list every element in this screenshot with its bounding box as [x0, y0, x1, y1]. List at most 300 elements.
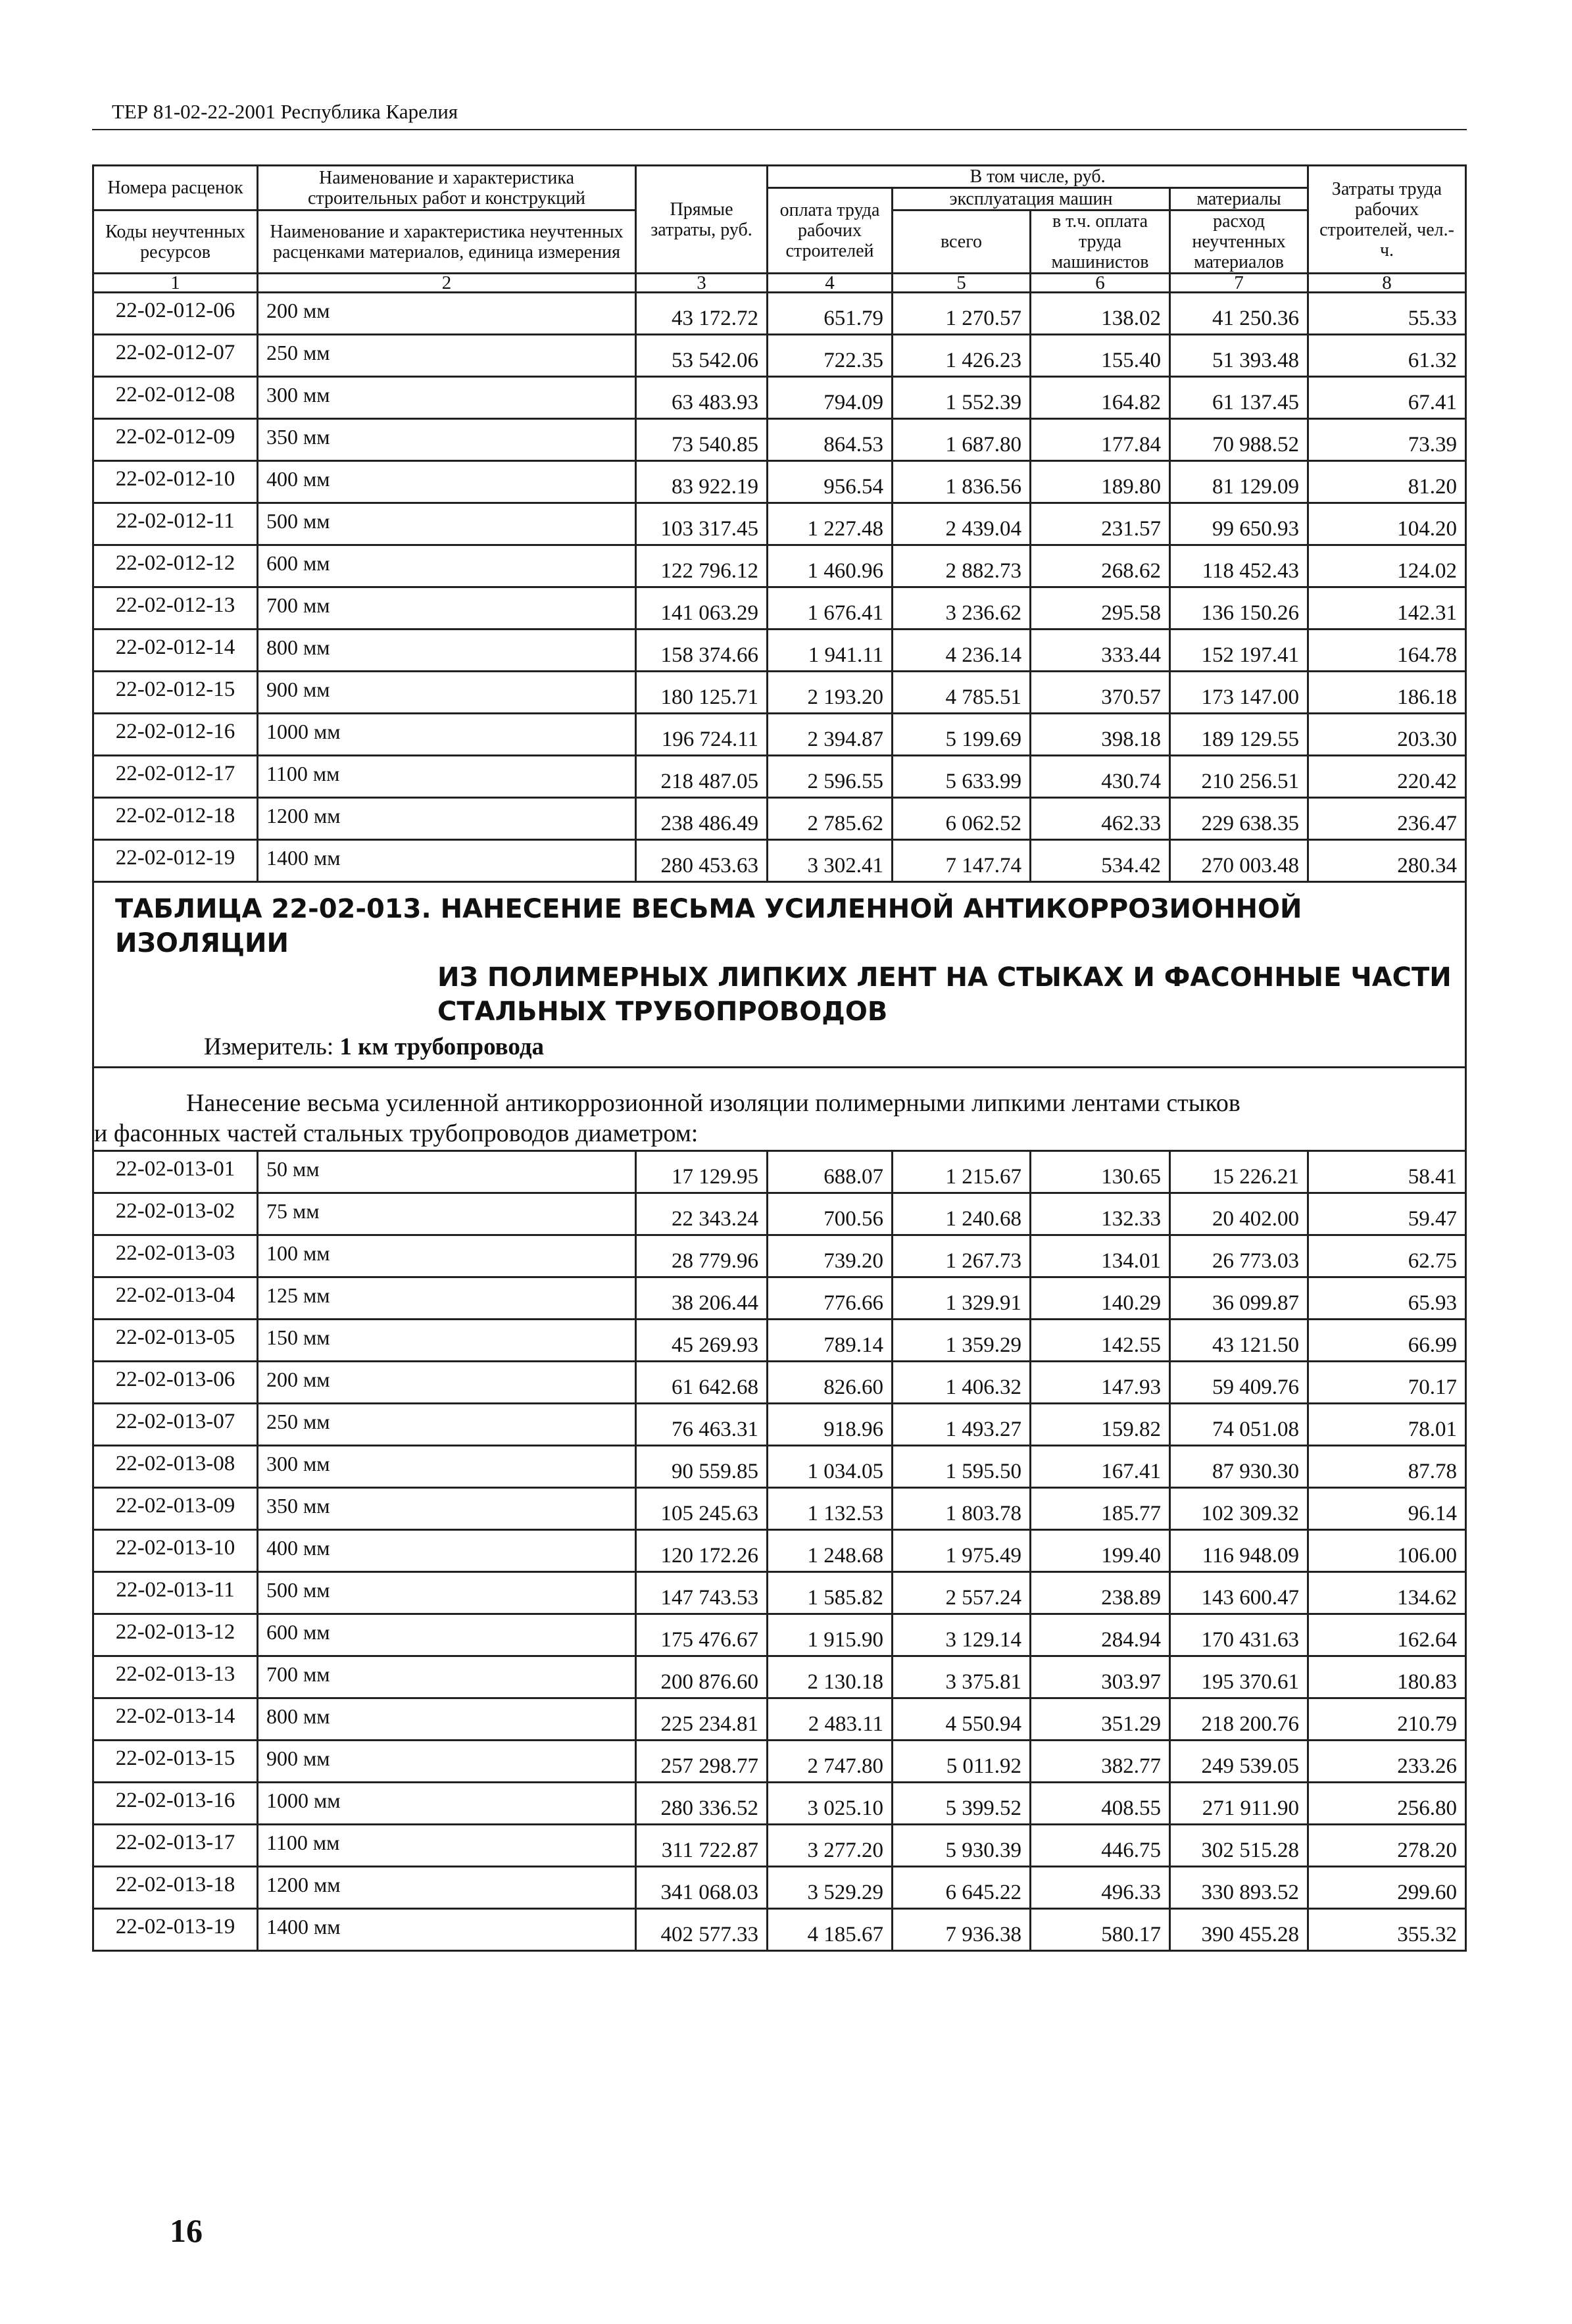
- table-title-line-3: СТАЛЬНЫХ ТРУБОПРОВОДОВ: [437, 997, 888, 1027]
- materials-cell: 20 402.00: [1170, 1193, 1308, 1235]
- rate-code-cell: 22-02-012-09: [93, 419, 258, 461]
- labor-costs-cell: 162.64: [1308, 1614, 1466, 1656]
- machinist-wages-cell: 132.33: [1031, 1193, 1170, 1235]
- labor-costs-cell: 61.32: [1308, 335, 1466, 377]
- worker-wages-cell: 2 394.87: [768, 714, 893, 756]
- col-direct-costs-header: Прямые затраты, руб.: [636, 166, 768, 274]
- rate-code-cell: 22-02-013-13: [93, 1656, 258, 1698]
- machine-total-cell: 1 359.29: [893, 1320, 1031, 1362]
- machinist-wages-cell: 138.02: [1031, 293, 1170, 335]
- work-name-cell: 125 мм: [258, 1277, 636, 1320]
- rate-code-cell: 22-02-012-12: [93, 545, 258, 587]
- labor-costs-cell: 73.39: [1308, 419, 1466, 461]
- direct-costs-cell: 402 577.33: [636, 1909, 768, 1951]
- machine-total-cell: 1 975.49: [893, 1530, 1031, 1572]
- machinist-wages-cell: 164.82: [1031, 377, 1170, 419]
- machinist-wages-cell: 159.82: [1031, 1404, 1170, 1446]
- rate-code-cell: 22-02-012-11: [93, 503, 258, 545]
- direct-costs-cell: 90 559.85: [636, 1446, 768, 1488]
- rate-code-cell: 22-02-012-07: [93, 335, 258, 377]
- worker-wages-cell: 2 596.55: [768, 756, 893, 798]
- rate-code-cell: 22-02-013-01: [93, 1151, 258, 1193]
- materials-cell: 59 409.76: [1170, 1362, 1308, 1404]
- machinist-wages-cell: 295.58: [1031, 587, 1170, 630]
- rate-code-cell: 22-02-013-11: [93, 1572, 258, 1614]
- table-row: [93, 1783, 1466, 1825]
- table-012-body: [93, 293, 1466, 882]
- section-heading-line-1: Нанесение весьма усиленной антикоррозионной изоляции полимерными липкими лентами стыков: [186, 1089, 1240, 1117]
- worker-wages-cell: 2 193.20: [768, 672, 893, 714]
- worker-wages-cell: 2 130.18: [768, 1656, 893, 1698]
- table-row: [93, 1446, 1466, 1488]
- machinist-wages-cell: 303.97: [1031, 1656, 1170, 1698]
- header-rule: [92, 129, 1467, 130]
- labor-costs-cell: 256.80: [1308, 1783, 1466, 1825]
- machine-total-cell: 5 399.52: [893, 1783, 1031, 1825]
- machinist-wages-cell: 134.01: [1031, 1235, 1170, 1277]
- materials-cell: 195 370.61: [1170, 1656, 1308, 1698]
- machine-total-cell: 7 147.74: [893, 840, 1031, 882]
- table-row: [93, 1572, 1466, 1614]
- labor-costs-cell: 87.78: [1308, 1446, 1466, 1488]
- direct-costs-cell: 103 317.45: [636, 503, 768, 545]
- table-row: [93, 714, 1466, 756]
- direct-costs-cell: 105 245.63: [636, 1488, 768, 1530]
- table-row: [93, 1530, 1466, 1572]
- materials-cell: 302 515.28: [1170, 1825, 1308, 1867]
- worker-wages-cell: 956.54: [768, 461, 893, 503]
- worker-wages-cell: 1 132.53: [768, 1488, 893, 1530]
- table-row: [93, 1193, 1466, 1235]
- direct-costs-cell: 83 922.19: [636, 461, 768, 503]
- direct-costs-cell: 38 206.44: [636, 1277, 768, 1320]
- work-name-cell: 350 мм: [258, 419, 636, 461]
- materials-cell: 152 197.41: [1170, 630, 1308, 672]
- labor-costs-cell: 59.47: [1308, 1193, 1466, 1235]
- machine-total-cell: 4 785.51: [893, 672, 1031, 714]
- machinist-wages-cell: 231.57: [1031, 503, 1170, 545]
- machinist-wages-cell: 284.94: [1031, 1614, 1170, 1656]
- machinist-wages-cell: 199.40: [1031, 1530, 1170, 1572]
- rate-code-cell: 22-02-013-19: [93, 1909, 258, 1951]
- table-row: [93, 1235, 1466, 1277]
- measure-unit-value: 1 км трубопровода: [339, 1033, 545, 1060]
- materials-cell: 26 773.03: [1170, 1235, 1308, 1277]
- labor-costs-cell: 280.34: [1308, 840, 1466, 882]
- work-name-cell: 300 мм: [258, 377, 636, 419]
- machine-total-cell: 6 062.52: [893, 798, 1031, 840]
- table-row: [93, 1320, 1466, 1362]
- col-number-3: 3: [636, 274, 768, 293]
- worker-wages-cell: 651.79: [768, 293, 893, 335]
- direct-costs-cell: 280 336.52: [636, 1783, 768, 1825]
- machine-total-cell: 7 936.38: [893, 1909, 1031, 1951]
- materials-cell: 116 948.09: [1170, 1530, 1308, 1572]
- labor-costs-cell: 70.17: [1308, 1362, 1466, 1404]
- col-work-name-header: Наименование и характеристика строительных работ и конструкций: [258, 166, 636, 210]
- work-name-cell: 600 мм: [258, 545, 636, 587]
- machinist-wages-cell: 142.55: [1031, 1320, 1170, 1362]
- worker-wages-cell: 1 585.82: [768, 1572, 893, 1614]
- direct-costs-cell: 238 486.49: [636, 798, 768, 840]
- table-row: [93, 293, 1466, 335]
- work-name-cell: 900 мм: [258, 672, 636, 714]
- rate-code-cell: 22-02-013-08: [93, 1446, 258, 1488]
- labor-costs-cell: 67.41: [1308, 377, 1466, 419]
- materials-cell: 189 129.55: [1170, 714, 1308, 756]
- machine-total-cell: 2 439.04: [893, 503, 1031, 545]
- work-name-cell: 500 мм: [258, 1572, 636, 1614]
- rate-code-cell: 22-02-013-12: [93, 1614, 258, 1656]
- labor-costs-cell: 106.00: [1308, 1530, 1466, 1572]
- materials-cell: 81 129.09: [1170, 461, 1308, 503]
- direct-costs-cell: 120 172.26: [636, 1530, 768, 1572]
- direct-costs-cell: 122 796.12: [636, 545, 768, 587]
- section-heading: [93, 1068, 1466, 1151]
- machine-total-cell: 1 426.23: [893, 335, 1031, 377]
- rate-code-cell: 22-02-013-09: [93, 1488, 258, 1530]
- table-row: [93, 756, 1466, 798]
- table-row: [93, 1656, 1466, 1698]
- direct-costs-cell: 218 487.05: [636, 756, 768, 798]
- work-name-cell: 1200 мм: [258, 798, 636, 840]
- labor-costs-cell: 78.01: [1308, 1404, 1466, 1446]
- table-title-line-2: ИЗ ПОЛИМЕРНЫХ ЛИПКИХ ЛЕНТ НА СТЫКАХ И ФАСОННЫЕ ЧАСТИ: [437, 962, 1452, 993]
- worker-wages-cell: 688.07: [768, 1151, 893, 1193]
- labor-costs-cell: 58.41: [1308, 1151, 1466, 1193]
- col-labor-costs-header: Затраты труда рабочих строителей, чел.-ч.: [1308, 166, 1466, 274]
- rate-code-cell: 22-02-013-06: [93, 1362, 258, 1404]
- rate-code-cell: 22-02-013-02: [93, 1193, 258, 1235]
- labor-costs-cell: 220.42: [1308, 756, 1466, 798]
- direct-costs-cell: 311 722.87: [636, 1825, 768, 1867]
- machine-total-cell: 1 267.73: [893, 1235, 1031, 1277]
- direct-costs-cell: 341 068.03: [636, 1867, 768, 1909]
- machine-total-cell: 1 687.80: [893, 419, 1031, 461]
- col-number-4: 4: [768, 274, 893, 293]
- rate-code-cell: 22-02-012-19: [93, 840, 258, 882]
- labor-costs-cell: 104.20: [1308, 503, 1466, 545]
- worker-wages-cell: 2 747.80: [768, 1741, 893, 1783]
- direct-costs-cell: 141 063.29: [636, 587, 768, 630]
- rate-code-cell: 22-02-012-14: [93, 630, 258, 672]
- materials-cell: 102 309.32: [1170, 1488, 1308, 1530]
- labor-costs-cell: 62.75: [1308, 1235, 1466, 1277]
- direct-costs-cell: 180 125.71: [636, 672, 768, 714]
- materials-cell: 143 600.47: [1170, 1572, 1308, 1614]
- rate-code-cell: 22-02-012-13: [93, 587, 258, 630]
- materials-cell: 70 988.52: [1170, 419, 1308, 461]
- work-name-cell: 800 мм: [258, 630, 636, 672]
- machinist-wages-cell: 147.93: [1031, 1362, 1170, 1404]
- direct-costs-cell: 76 463.31: [636, 1404, 768, 1446]
- machine-total-cell: 3 129.14: [893, 1614, 1031, 1656]
- machinist-wages-cell: 370.57: [1031, 672, 1170, 714]
- col-number-8: 8: [1308, 274, 1466, 293]
- worker-wages-cell: 1 676.41: [768, 587, 893, 630]
- machinist-wages-cell: 189.80: [1031, 461, 1170, 503]
- table-row: [93, 1488, 1466, 1530]
- worker-wages-cell: 3 025.10: [768, 1783, 893, 1825]
- worker-wages-cell: 700.56: [768, 1193, 893, 1235]
- materials-cell: 41 250.36: [1170, 293, 1308, 335]
- table-row: [93, 630, 1466, 672]
- machinist-wages-cell: 382.77: [1031, 1741, 1170, 1783]
- work-name-cell: 250 мм: [258, 1404, 636, 1446]
- labor-costs-cell: 134.62: [1308, 1572, 1466, 1614]
- rate-code-cell: 22-02-013-18: [93, 1867, 258, 1909]
- work-name-cell: 200 мм: [258, 293, 636, 335]
- direct-costs-cell: 175 476.67: [636, 1614, 768, 1656]
- col-including-header: В том числе, руб.: [768, 166, 1308, 188]
- machinist-wages-cell: 185.77: [1031, 1488, 1170, 1530]
- work-name-cell: 700 мм: [258, 587, 636, 630]
- direct-costs-cell: 147 743.53: [636, 1572, 768, 1614]
- table-row: [93, 1362, 1466, 1404]
- col-number-1: 1: [93, 274, 258, 293]
- rate-code-cell: 22-02-013-10: [93, 1530, 258, 1572]
- labor-costs-cell: 355.32: [1308, 1909, 1466, 1951]
- materials-cell: 36 099.87: [1170, 1277, 1308, 1320]
- labor-costs-cell: 124.02: [1308, 545, 1466, 587]
- work-name-cell: 700 мм: [258, 1656, 636, 1698]
- work-name-cell: 800 мм: [258, 1698, 636, 1741]
- worker-wages-cell: 2 785.62: [768, 798, 893, 840]
- rate-code-cell: 22-02-012-17: [93, 756, 258, 798]
- labor-costs-cell: 65.93: [1308, 1277, 1466, 1320]
- table-row: [93, 377, 1466, 419]
- table-row: [93, 1614, 1466, 1656]
- machinist-wages-cell: 534.42: [1031, 840, 1170, 882]
- materials-cell: 270 003.48: [1170, 840, 1308, 882]
- table-row: [93, 587, 1466, 630]
- rate-code-cell: 22-02-012-18: [93, 798, 258, 840]
- work-name-cell: 900 мм: [258, 1741, 636, 1783]
- work-name-cell: 400 мм: [258, 1530, 636, 1572]
- rate-code-cell: 22-02-013-14: [93, 1698, 258, 1741]
- rate-code-cell: 22-02-013-15: [93, 1741, 258, 1783]
- work-name-cell: 400 мм: [258, 461, 636, 503]
- work-name-cell: 150 мм: [258, 1320, 636, 1362]
- direct-costs-cell: 200 876.60: [636, 1656, 768, 1698]
- labor-costs-cell: 66.99: [1308, 1320, 1466, 1362]
- machine-total-cell: 1 836.56: [893, 461, 1031, 503]
- machine-total-cell: 4 236.14: [893, 630, 1031, 672]
- labor-costs-cell: 142.31: [1308, 587, 1466, 630]
- rate-code-cell: 22-02-013-03: [93, 1235, 258, 1277]
- worker-wages-cell: 1 941.11: [768, 630, 893, 672]
- col-number-2: 2: [258, 274, 636, 293]
- work-name-cell: 1100 мм: [258, 756, 636, 798]
- labor-costs-cell: 278.20: [1308, 1825, 1466, 1867]
- direct-costs-cell: 45 269.93: [636, 1320, 768, 1362]
- direct-costs-cell: 61 642.68: [636, 1362, 768, 1404]
- machinist-wages-cell: 398.18: [1031, 714, 1170, 756]
- work-name-cell: 75 мм: [258, 1193, 636, 1235]
- work-name-cell: 500 мм: [258, 503, 636, 545]
- labor-costs-cell: 299.60: [1308, 1867, 1466, 1909]
- machine-total-cell: 1 803.78: [893, 1488, 1031, 1530]
- rate-code-cell: 22-02-013-07: [93, 1404, 258, 1446]
- table-013-heading: [93, 882, 1466, 1151]
- machinist-wages-cell: 462.33: [1031, 798, 1170, 840]
- table-013-title-cell: [93, 882, 1466, 1068]
- col-materials-header: материалы: [1170, 188, 1308, 210]
- machinist-wages-cell: 140.29: [1031, 1277, 1170, 1320]
- measure-unit: [102, 1033, 1457, 1061]
- machine-total-cell: 1 215.67: [893, 1151, 1031, 1193]
- col-machine-operation-header: эксплуатация машин: [893, 188, 1170, 210]
- materials-cell: 15 226.21: [1170, 1151, 1308, 1193]
- worker-wages-cell: 2 483.11: [768, 1698, 893, 1741]
- worker-wages-cell: 864.53: [768, 419, 893, 461]
- work-name-cell: 100 мм: [258, 1235, 636, 1277]
- materials-cell: 210 256.51: [1170, 756, 1308, 798]
- machinist-wages-cell: 580.17: [1031, 1909, 1170, 1951]
- labor-costs-cell: 203.30: [1308, 714, 1466, 756]
- work-name-cell: 300 мм: [258, 1446, 636, 1488]
- worker-wages-cell: 826.60: [768, 1362, 893, 1404]
- worker-wages-cell: 3 277.20: [768, 1825, 893, 1867]
- machine-total-cell: 1 329.91: [893, 1277, 1031, 1320]
- direct-costs-cell: 53 542.06: [636, 335, 768, 377]
- direct-costs-cell: 28 779.96: [636, 1235, 768, 1277]
- labor-costs-cell: 180.83: [1308, 1656, 1466, 1698]
- table-row: [93, 840, 1466, 882]
- direct-costs-cell: 43 172.72: [636, 293, 768, 335]
- table-row: [93, 1825, 1466, 1867]
- labor-costs-cell: 164.78: [1308, 630, 1466, 672]
- materials-cell: 51 393.48: [1170, 335, 1308, 377]
- worker-wages-cell: 1 034.05: [768, 1446, 893, 1488]
- work-name-cell: 1000 мм: [258, 1783, 636, 1825]
- col-rate-numbers-header: Номера расценок: [93, 166, 258, 210]
- materials-cell: 61 137.45: [1170, 377, 1308, 419]
- materials-cell: 87 930.30: [1170, 1446, 1308, 1488]
- table-title-line-1: ТАБЛИЦА 22-02-013. НАНЕСЕНИЕ ВЕСЬМА УСИЛЕННОЙ АНТИКОРРОЗИОННОЙ ИЗОЛЯЦИИ: [115, 894, 1302, 958]
- work-name-cell: 1400 мм: [258, 1909, 636, 1951]
- rate-code-cell: 22-02-013-17: [93, 1825, 258, 1867]
- direct-costs-cell: 73 540.85: [636, 419, 768, 461]
- machinist-wages-cell: 167.41: [1031, 1446, 1170, 1488]
- table-row: [93, 1277, 1466, 1320]
- machine-total-cell: 5 633.99: [893, 756, 1031, 798]
- machinist-wages-cell: 268.62: [1031, 545, 1170, 587]
- col-worker-wages-header: оплата труда рабочих строителей: [768, 188, 893, 274]
- labor-costs-cell: 96.14: [1308, 1488, 1466, 1530]
- work-name-cell: 50 мм: [258, 1151, 636, 1193]
- labor-costs-cell: 186.18: [1308, 672, 1466, 714]
- materials-cell: 99 650.93: [1170, 503, 1308, 545]
- table-row: [93, 672, 1466, 714]
- direct-costs-cell: 225 234.81: [636, 1698, 768, 1741]
- labor-costs-cell: 210.79: [1308, 1698, 1466, 1741]
- machine-total-cell: 2 882.73: [893, 545, 1031, 587]
- rate-code-cell: 22-02-013-05: [93, 1320, 258, 1362]
- col-machine-total-header: всего: [893, 210, 1031, 274]
- col-number-7: 7: [1170, 274, 1308, 293]
- direct-costs-cell: 257 298.77: [636, 1741, 768, 1783]
- machine-total-cell: 2 557.24: [893, 1572, 1031, 1614]
- rate-code-cell: 22-02-013-04: [93, 1277, 258, 1320]
- direct-costs-cell: 63 483.93: [636, 377, 768, 419]
- labor-costs-cell: 233.26: [1308, 1741, 1466, 1783]
- machinist-wages-cell: 408.55: [1031, 1783, 1170, 1825]
- col-unaccounted-codes-header: Коды неучтенных ресурсов: [93, 210, 258, 274]
- worker-wages-cell: 776.66: [768, 1277, 893, 1320]
- machine-total-cell: 1 406.32: [893, 1362, 1031, 1404]
- machine-total-cell: 1 552.39: [893, 377, 1031, 419]
- work-name-cell: 250 мм: [258, 335, 636, 377]
- materials-cell: 43 121.50: [1170, 1320, 1308, 1362]
- machinist-wages-cell: 333.44: [1031, 630, 1170, 672]
- table-row: [93, 545, 1466, 587]
- labor-costs-cell: 55.33: [1308, 293, 1466, 335]
- section-heading-line-2: и фасонных частей стальных трубопроводов диаметром:: [94, 1120, 699, 1147]
- table-row: [93, 335, 1466, 377]
- worker-wages-cell: 1 915.90: [768, 1614, 893, 1656]
- measure-unit-label: Измеритель:: [204, 1033, 334, 1060]
- direct-costs-cell: 158 374.66: [636, 630, 768, 672]
- table-row: [93, 1698, 1466, 1741]
- materials-cell: 249 539.05: [1170, 1741, 1308, 1783]
- page-number: 16: [170, 2212, 203, 2249]
- machine-total-cell: 5 930.39: [893, 1825, 1031, 1867]
- machinist-wages-cell: 496.33: [1031, 1867, 1170, 1909]
- materials-cell: 229 638.35: [1170, 798, 1308, 840]
- col-unaccounted-materials-header: Наименование и характеристика неучтенных расценками материалов, единица измерения: [258, 210, 636, 274]
- work-name-cell: 200 мм: [258, 1362, 636, 1404]
- rate-code-cell: 22-02-012-08: [93, 377, 258, 419]
- rate-code-cell: 22-02-013-16: [93, 1783, 258, 1825]
- labor-costs-cell: 81.20: [1308, 461, 1466, 503]
- machinist-wages-cell: 238.89: [1031, 1572, 1170, 1614]
- running-header: ТЕР 81-02-22-2001 Республика Карелия: [112, 100, 458, 123]
- materials-cell: 118 452.43: [1170, 545, 1308, 587]
- worker-wages-cell: 918.96: [768, 1404, 893, 1446]
- direct-costs-cell: 22 343.24: [636, 1193, 768, 1235]
- worker-wages-cell: 722.35: [768, 335, 893, 377]
- table-row: [93, 1867, 1466, 1909]
- rate-code-cell: 22-02-012-10: [93, 461, 258, 503]
- table-row: [93, 1741, 1466, 1783]
- col-material-usage-header: расход неучтенных материалов: [1170, 210, 1308, 274]
- materials-cell: 271 911.90: [1170, 1783, 1308, 1825]
- work-name-cell: 1200 мм: [258, 1867, 636, 1909]
- worker-wages-cell: 1 248.68: [768, 1530, 893, 1572]
- worker-wages-cell: 789.14: [768, 1320, 893, 1362]
- rates-table: [92, 164, 1467, 1952]
- worker-wages-cell: 3 302.41: [768, 840, 893, 882]
- table-013-title: [102, 892, 1457, 1029]
- col-machinist-wages-header: в т.ч. оплата труда машинистов: [1031, 210, 1170, 274]
- machinist-wages-cell: 430.74: [1031, 756, 1170, 798]
- table-row: [93, 503, 1466, 545]
- worker-wages-cell: 1 460.96: [768, 545, 893, 587]
- table-row: [93, 1909, 1466, 1951]
- materials-cell: 173 147.00: [1170, 672, 1308, 714]
- machine-total-cell: 3 375.81: [893, 1656, 1031, 1698]
- machine-total-cell: 1 493.27: [893, 1404, 1031, 1446]
- machinist-wages-cell: 351.29: [1031, 1698, 1170, 1741]
- work-name-cell: 1000 мм: [258, 714, 636, 756]
- machinist-wages-cell: 155.40: [1031, 335, 1170, 377]
- materials-cell: 74 051.08: [1170, 1404, 1308, 1446]
- table-row: [93, 461, 1466, 503]
- machine-total-cell: 6 645.22: [893, 1867, 1031, 1909]
- worker-wages-cell: 1 227.48: [768, 503, 893, 545]
- worker-wages-cell: 3 529.29: [768, 1867, 893, 1909]
